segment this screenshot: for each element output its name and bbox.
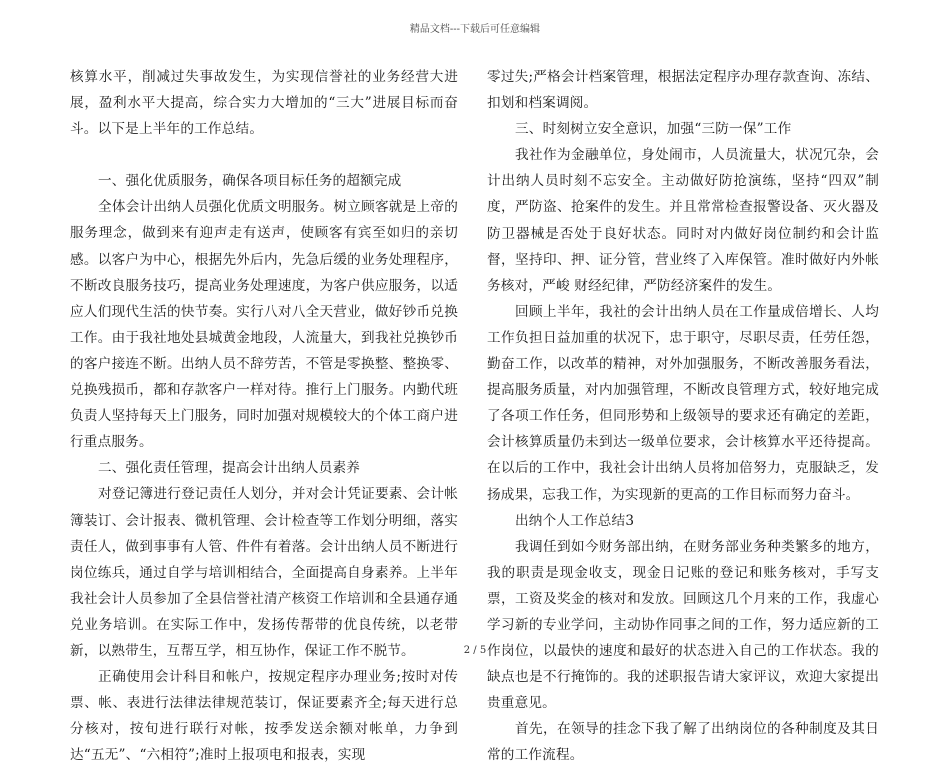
page-header: 精品文档---下载后可任意编辑: [409, 24, 541, 35]
paragraph: 正确使用会计科目和帐户，按规定程序办理业务;按时对传票、帐、表进行法律法律规范装订，保证要素齐全;每天进行总分核对，按旬进行联行对帐，按季发送余额对帐单，力争到达“五无”、“六相符”;准时上报项电和报表，实现: [70, 669, 458, 764]
paragraph: 我调任到如今财务部出纳，在财务部业务种类繁多的地方，我的职责是现金收支，现金日记账的登记和账务核对，手写支票，工资及奖金的核对和发放。回顾这几个月来的工作，我虚心学习新的专业学问，主动协作同事之间的工作，努力适应新的工作岗位，以最快的速度和最好的状态进入自己的工作状态。我的缺点也是不行掩饰的。我的述职报告请大家评议，欢迎大家提出贵重意见。: [487, 538, 879, 712]
paragraph: 核算水平，削减过失事故发生，为实现信誉社的业务经营大进展，盈利水平大提高，综合实力大增加的“三大”进展目标而奋斗。以下是上半年的工作总结。: [70, 69, 458, 138]
section-heading: 二、强化责任管理，提高会计出纳人员素养: [98, 460, 361, 477]
paragraph: 对登记簿进行登记责任人划分，并对会计凭证要素、会计帐簿装订、会计报表、微机管理、会计检查等工作划分明细，落实责任人，做到事事有人管、件件有着落。会计出纳人员不断进行岗位练兵，通过自学与培训相结合，全面提高自身素养。上半年我社会计人员参加了全县信誉社清产核资工作培训和全县通存通兑业务培训。在实际工作中，发扬传帮带的优良传统，以老带新，以熟带生，互帮互学，相互协作，保证工作不脱节。: [70, 486, 458, 659]
section-heading: 一、强化优质服务，确保各项目标任务的超额完成: [98, 173, 402, 190]
left-column: [70, 64, 458, 768]
right-column: [487, 64, 879, 769]
section-heading: 出纳个人工作总结3: [515, 512, 635, 529]
paragraph: 全体会计出纳人员强化优质文明服务。树立顾客就是上帝的服务理念，做到来有迎声走有送声，使顾客有宾至如归的亲切感。以客户为中心，根据先外后内，先急后缓的业务处理程序，不断改良服务技巧，提高业务处理速度，为客户供应服务，以适应人们现代生活的快节奏。实行八对八全天营业，做好钞币兑换工作。由于我社地处县城黄金地段，人流量大，到我社兑换钞币的客户接连不断。出纳人员不辞劳苦，不管是零换整、整换零、兑换残损币，都和存款客户一样对待。推行上门服务。内勤代班负责人坚持每天上门服务，同时加强对规模较大的个体工商户进行重点服务。: [70, 199, 458, 451]
page-number: 2 / 5: [463, 645, 487, 656]
paragraph: 回顾上半年，我社的会计出纳人员在工作量成倍增长、人均工作负担日益加重的状况下，忠于职守，尽职尽责，任劳任怨，勤奋工作，以改革的精神，对外加强服务，不断改善服务看法，提高服务质量，对内加强管理，不断改良管理方式，较好地完成了各项工作任务，但同形势和上级领导的要求还有确定的差距，会计核算质量仍未到达一级单位要求，会计核算水平还待提高。在以后的工作中，我社会计出纳人员将加倍努力，克服缺乏，发扬成果，忘我工作，为实现新的更高的工作目标而努力奋斗。: [487, 303, 879, 503]
paragraph: 首先，在领导的挂念下我了解了出纳岗位的各种制度及其日常的工作流程。: [487, 721, 879, 764]
paragraph: 我社作为金融单位，身处闹市，人员流量大，状况冗杂，会计出纳人员时刻不忘安全。主动做好防抢演练，坚持“四双”制度，严防盗、抢案件的发生。并且常常检查报警设备、灭火器及防卫器械是否处于良好状态。同时对内做好岗位制约和会计监督，坚持印、押、证分管，营业终了入库保管。准时做好内外帐务核对，严峻 财经纪律，严防经济案件的发生。: [487, 147, 879, 294]
paragraph: 零过失;严格会计档案管理，根据法定程序办理存款查询、冻结、扣划和档案调阅。: [487, 69, 879, 112]
section-heading: 三、时刻树立安全意识，加强“三防一保”工作: [515, 121, 792, 138]
